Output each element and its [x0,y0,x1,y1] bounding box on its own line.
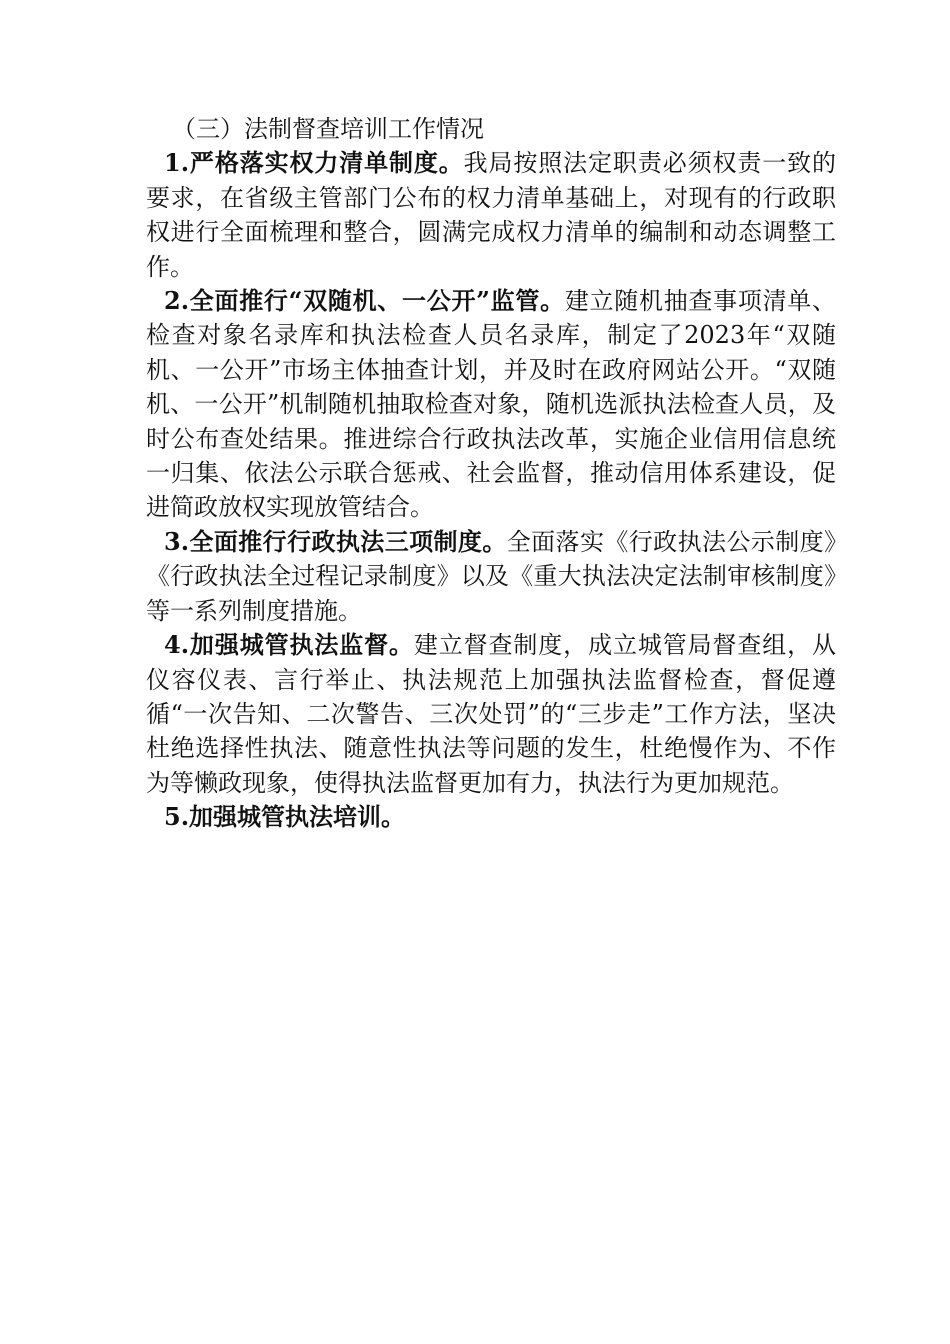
item-lead: 1.严格落实权力清单制度。 [164,148,464,178]
paragraph-item-4 [146,628,836,800]
item-lead: 3.全面推行行政执法三项制度。 [164,526,507,556]
item-lead: 2.全面推行“双随机、一公开”监管。 [164,286,565,316]
paragraph-item-3 [146,525,836,628]
paragraph-item-1 [146,146,836,284]
document-body [146,112,836,835]
item-body: 全面落实《行政执法公示制度》《行政执法全过程记录制度》以及《重大执法决定法制审核制度》等一系列制度措施。 [146,527,836,625]
item-body: 建立随机抽查事项清单、检查对象名录库和执法检查人员名录库，制定了2023年“双随机、一公开”市场主体抽查计划，并及时在政府网站公开。“双随机、一公开”机制随机抽取检查对象，随机选派执法检查人员，及时公布查处结果。推进综合行政执法改革，实施企业信用信息统一归集、依法公示联合惩戒、社会监督，推动信用体系建设，促进简政放权实现放管结合。 [146,287,837,522]
paragraph-item-2 [146,284,836,525]
section-heading: （三）法制督查培训工作情况 [172,115,484,143]
paragraph-item-5 [146,800,836,834]
item-body: 我局按照法定职责必须权责一致的要求，在省级主管部门公布的权力清单基础上，对现有的行政职权进行全面梳理和整合，圆满完成权力清单的编制和动态调整工作。 [146,149,836,281]
item-body: 建立督查制度，成立城管局督查组，从仪容仪表、言行举止、执法规范上加强执法监督检查，督促遵循“一次告知、二次警告、三次处罚”的“三步走”工作方法，坚决杜绝选择性执法、随意性执法等问题的发生，杜绝慢作为、不作为等懒政现象，使得执法监督更加有力，执法行为更加规范。 [146,631,837,797]
item-lead: 5.加强城管执法培训。 [164,802,406,832]
item-lead: 4.加强城管执法监督。 [164,630,414,660]
